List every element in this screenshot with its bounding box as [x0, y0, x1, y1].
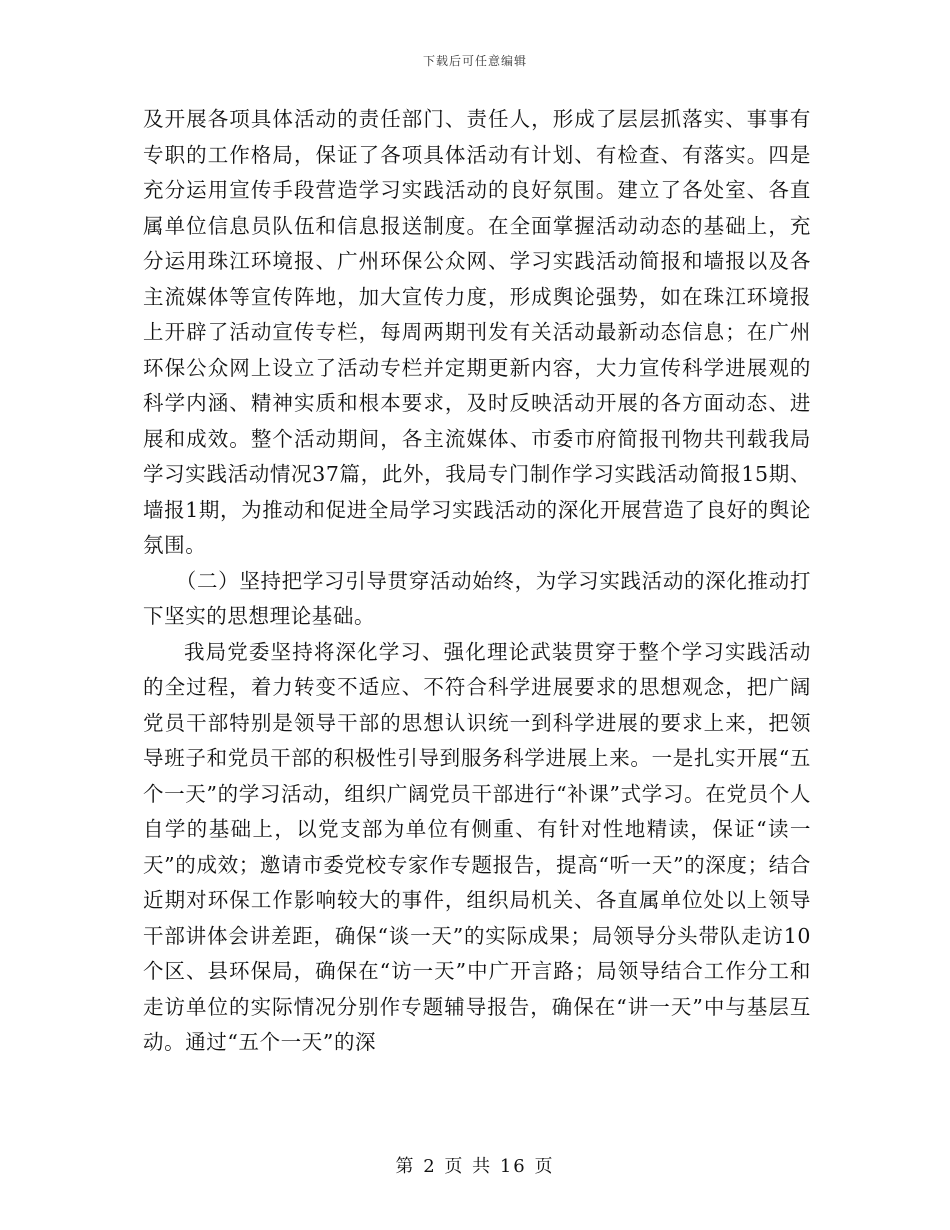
- paragraph-continuation: 及开展各项具体活动的责任部门、责任人，形成了层层抓落实、事事有专职的工作格局，保证了各项具体活动有计划、有检查、有落实。四是充分运用宣传手段营造学习实践活动的良好氛围。建立了各处室、各直属单位信息员队伍和信息报送制度。在全面掌握活动动态的基础上，充分运用珠江环境报、广州环保公众网、学习实践活动简报和墙报以及各主流媒体等宣传阵地，加大宣传力度，形成舆论强势，如在珠江环境报上开辟了活动宣传专栏，每周两期刊发有关活动最新动态信息；在广州环保公众网上设立了活动专栏并定期更新内容，大力宣传科学进展观的科学内涵、精神实质和根本要求，及时反映活动开展的各方面动态、进展和成效。整个活动期间，各主流媒体、市委市府简报刊物共刊载我局学习实践活动情况37篇，此外，我局专门制作学习实践活动简报15期、墙报1期，为推动和促进全局学习实践活动的深化开展营造了良好的舆论氛围。: [143, 107, 812, 557]
- paragraph-study-activities: 我局党委坚持将深化学习、强化理论武装贯穿于整个学习实践活动的全过程，着力转变不适应、不符合科学进展要求的思想观念，把广阔党员干部特别是领导干部的思想认识统一到科学进展的要求上来，把领导班子和党员干部的积极性引导到服务科学进展上来。一是扎实开展“五个一天”的学习活动，组织广阔党员干部进行“补课”式学习。在党员个人自学的基础上，以党支部为单位有侧重、有针对性地精读，保证“读一天”的成效；邀请市委党校专家作专题报告，提高“听一天”的深度；结合近期对环保工作影响较大的事件，组织局机关、各直属单位处以上领导干部讲体会讲差距，确保“谈一天”的实际成果；局领导分头带队走访10个区、县环保局，确保在“访一天”中广开言路；局领导结合工作分工和走访单位的实际情况分别作专题辅导报告，确保在“讲一天”中与基层互动。通过“五个一天”的深: [143, 639, 811, 1054]
- section-heading: （二）坚持把学习引导贯穿活动始终，为学习实践活动的深化推动打下坚实的思想理论基础。: [143, 568, 811, 628]
- page-header-note: 下载后可任意编辑: [422, 54, 527, 68]
- document-body: [143, 102, 811, 1061]
- page-number: 第 2 页 共 16 页: [395, 1156, 555, 1177]
